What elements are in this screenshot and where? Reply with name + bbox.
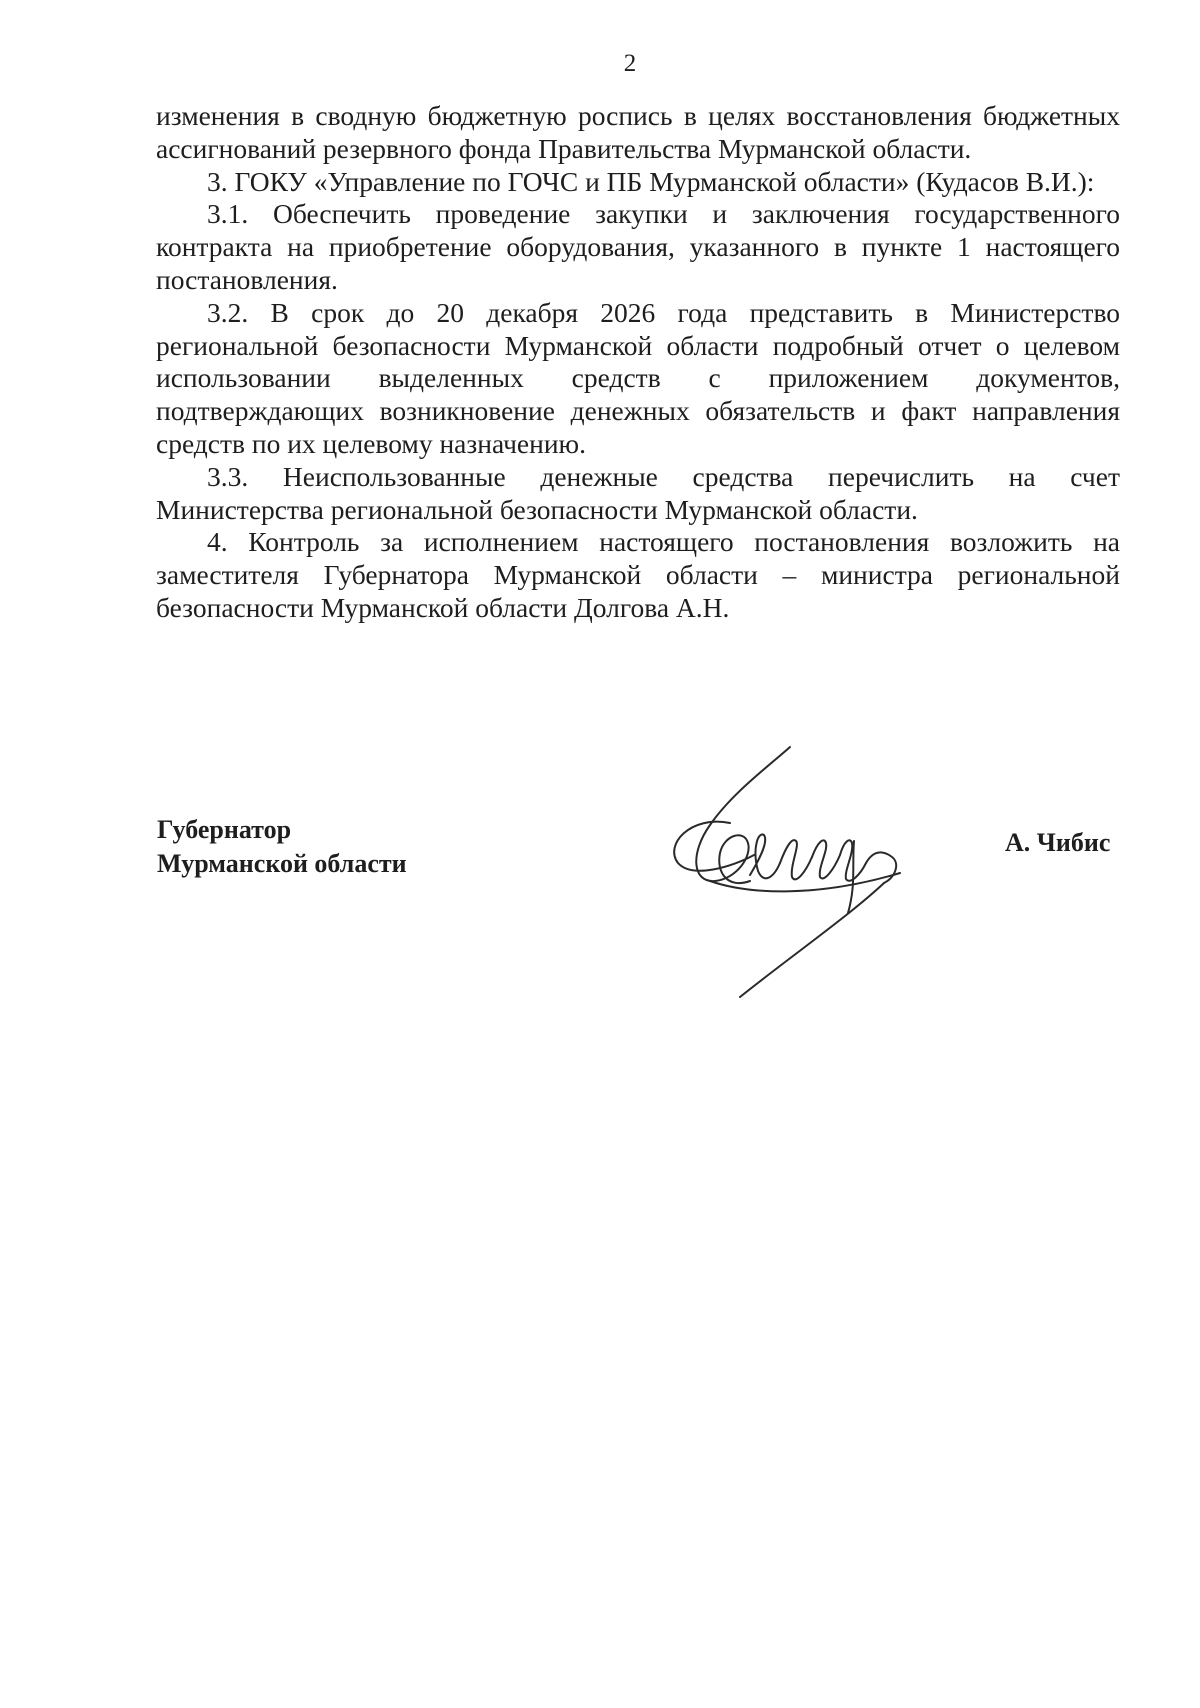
signatory-name: А. Чибис [1005, 828, 1111, 857]
page-number: 2 [623, 50, 637, 77]
document-body [156, 100, 1120, 625]
signatory-position-line-2: Мурманской области [157, 849, 407, 878]
paragraph-item-3-1: 3.1. Обеспечить проведение закупки и заключения государственного контракта на приобретение оборудования, указанного в пункте 1 настоящего постановления. [156, 198, 1120, 295]
handwritten-signature-icon [670, 745, 930, 1000]
paragraph-item-4: 4. Контроль за исполнением настоящего постановления возложить на заместителя Губернатора Мурманской области – министра региональной безопасности Мурманской области Долгова А.Н. [156, 526, 1120, 623]
signatory-position-line-1: Губернатор [157, 815, 292, 844]
signatory-position [157, 813, 407, 881]
paragraph-item-3-2: 3.2. В срок до 20 декабря 2026 года представить в Министерство региональной безопасности Мурманской области подробный отчет о целевом использовании выделенных средств с приложением документов, подтверждающих возникновение денежных обязательств и факт направления средств по их целевому назначению. [156, 296, 1120, 459]
paragraph-continuation: изменения в сводную бюджетную роспись в целях восстановления бюджетных ассигнований резервного фонда Правительства Мурманской области. [156, 100, 1120, 164]
paragraph-item-3: 3. ГОКУ «Управление по ГОЧС и ПБ Мурманской области» (Кудасов В.И.): [207, 165, 1095, 197]
paragraph-item-3-3: 3.3. Неиспользованные денежные средства перечислить на счет Министерства региональной безопасности Мурманской области. [156, 460, 1120, 525]
